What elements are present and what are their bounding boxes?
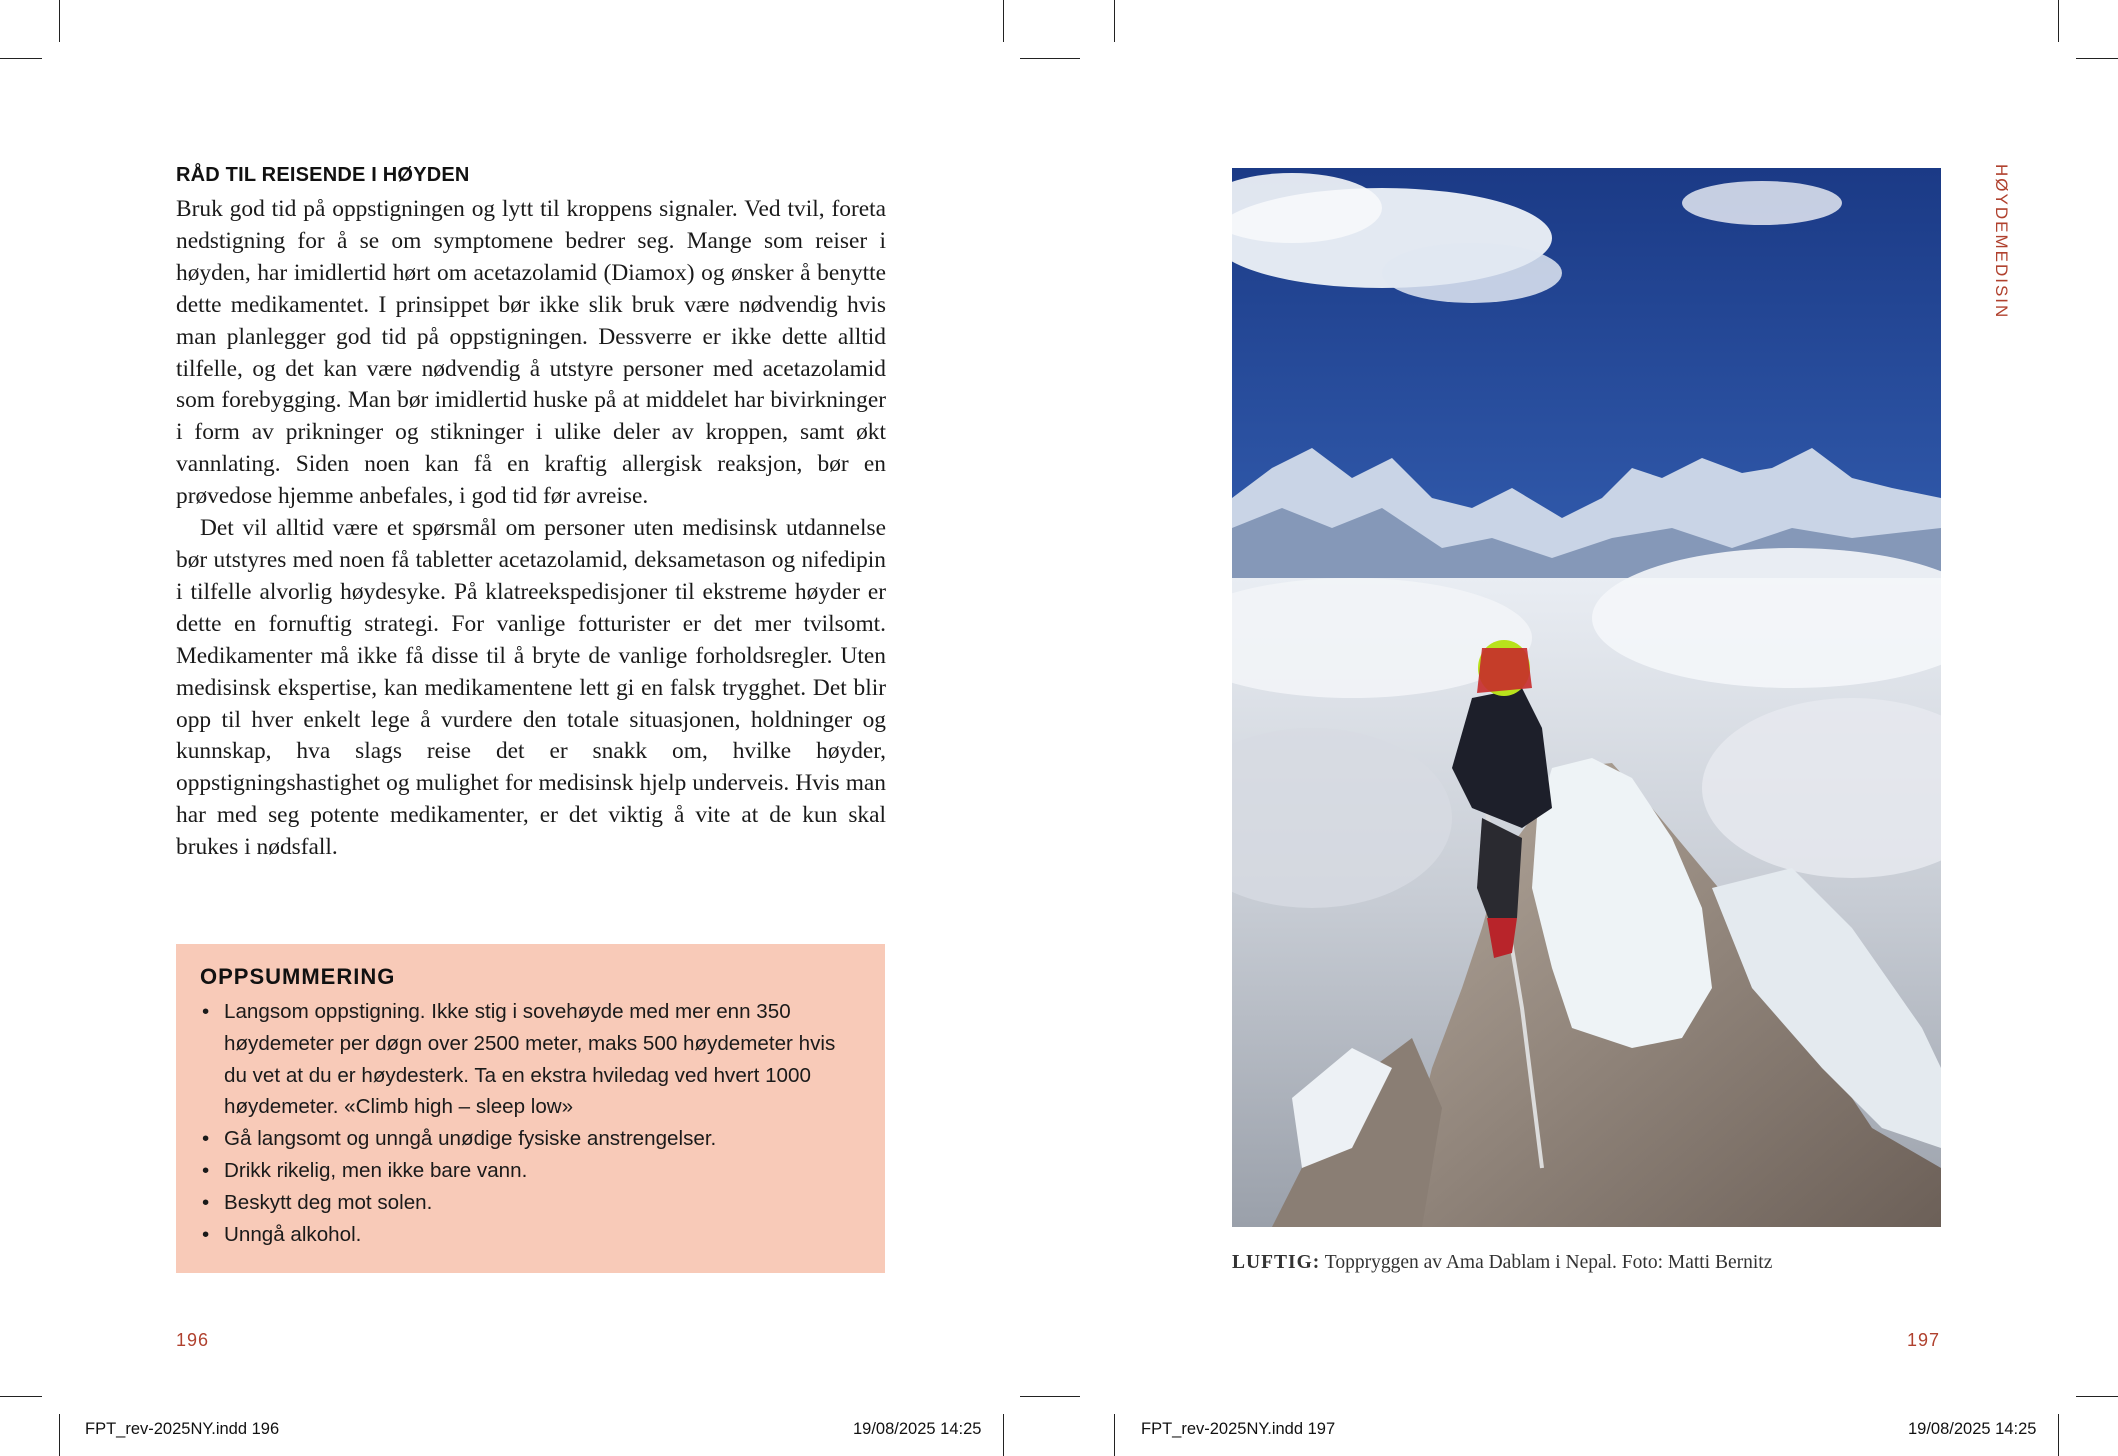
summary-list [200,996,861,1250]
caption-lead: LUFTIG: [1232,1252,1321,1273]
slug-date: 19/08/2025 14:25 [1908,1420,2037,1438]
slug-file: FPT_rev-2025NY.indd 197 [1141,1420,1336,1438]
mountain-photo [1232,168,1941,1227]
page-number: 196 [176,1330,210,1350]
slug-date: 19/08/2025 14:25 [853,1420,982,1438]
list-item: • Beskytt deg mot solen. [200,1187,861,1219]
list-item: • Langsom oppstigning. Ikke stig i sovehøyde med mer enn 350 høydemeter per døgn over 2500 meter, maks 500 høydemeter hvis du vet at du er høydesterk. Ta en ekstra hviledag ved hvert 1000 høydemeter. «Climb high – sleep low» [200,996,861,1123]
chapter-side-label: HØYDEMEDISIN [1992,164,2011,320]
paragraph: Det vil alltid være et spørsmål om personer uten medisinsk utdannelse bør utstyres med noen få tabletter acetazolamid, deksametason og nifedipin i tilfelle alvorlig høydesyke. På klatreekspedisjoner til ekstreme høyder er dette en fornuftig strategi. For vanlige fotturister er det mer tvilsomt. Medikamenter må ikke få disse til å bryte de vanlige forholdsregler. Uten medisinsk ekspertise, kan medikamentene lett gi en falsk trygghet. Det blir opp til hver enkelt lege å vurdere den totale situasjonen, holdninger og kunnskap, hva slags reise det er snakk om, hvilke høyder, oppstigningshastighet og mulighet for medisinsk hjelp underveis. Hvis man har med seg potente medikamenter, er det viktig å vite at de kun skal brukes i nødsfall. [176,515,886,861]
list-item: • Gå langsomt og unngå unødige fysiske anstrengelser. [200,1123,861,1155]
section-heading: RÅD TIL REISENDE I HØYDEN [176,164,470,186]
photo-caption [1232,1252,1772,1274]
right-page [1059,0,2118,1456]
caption-text: Toppryggen av Ama Dablam i Nepal. Foto: Matti Bernitz [1320,1252,1773,1273]
summary-box [176,944,885,1273]
body-text [176,194,886,864]
list-item: • Unngå alkohol. [200,1219,861,1251]
summary-title: OPPSUMMERING [200,964,396,989]
slug-file: FPT_rev-2025NY.indd 196 [85,1420,280,1438]
list-item: • Drikk rikelig, men ikke bare vann. [200,1155,861,1187]
page-number: 197 [1907,1330,1941,1350]
paragraph: Bruk god tid på oppstigningen og lytt til kroppens signaler. Ved tvil, foreta nedstigning for å se om symptomene bedrer seg. Mange som reiser i høyden, har imidlertid hørt om acetazolamid (Diamox) og ønsker å benytte dette medikamentet. I prinsippet bør ikke slik bruk være nødvendig hvis man planlegger god tid på oppstigningen. Dessverre er ikke dette alltid tilfelle, og det kan være nødvendig å utstyre personer med acetazolamid som forebygging. Man bør imidlertid huske på at middelet har bivirkninger i form av prikninger og stikninger i ulike deler av kroppen, samt økt vannlating. Siden noen kan få en kraftig allergisk reaksjon, bør en prøvedose hjemme anbefales, i god tid før avreise. [176,196,886,510]
